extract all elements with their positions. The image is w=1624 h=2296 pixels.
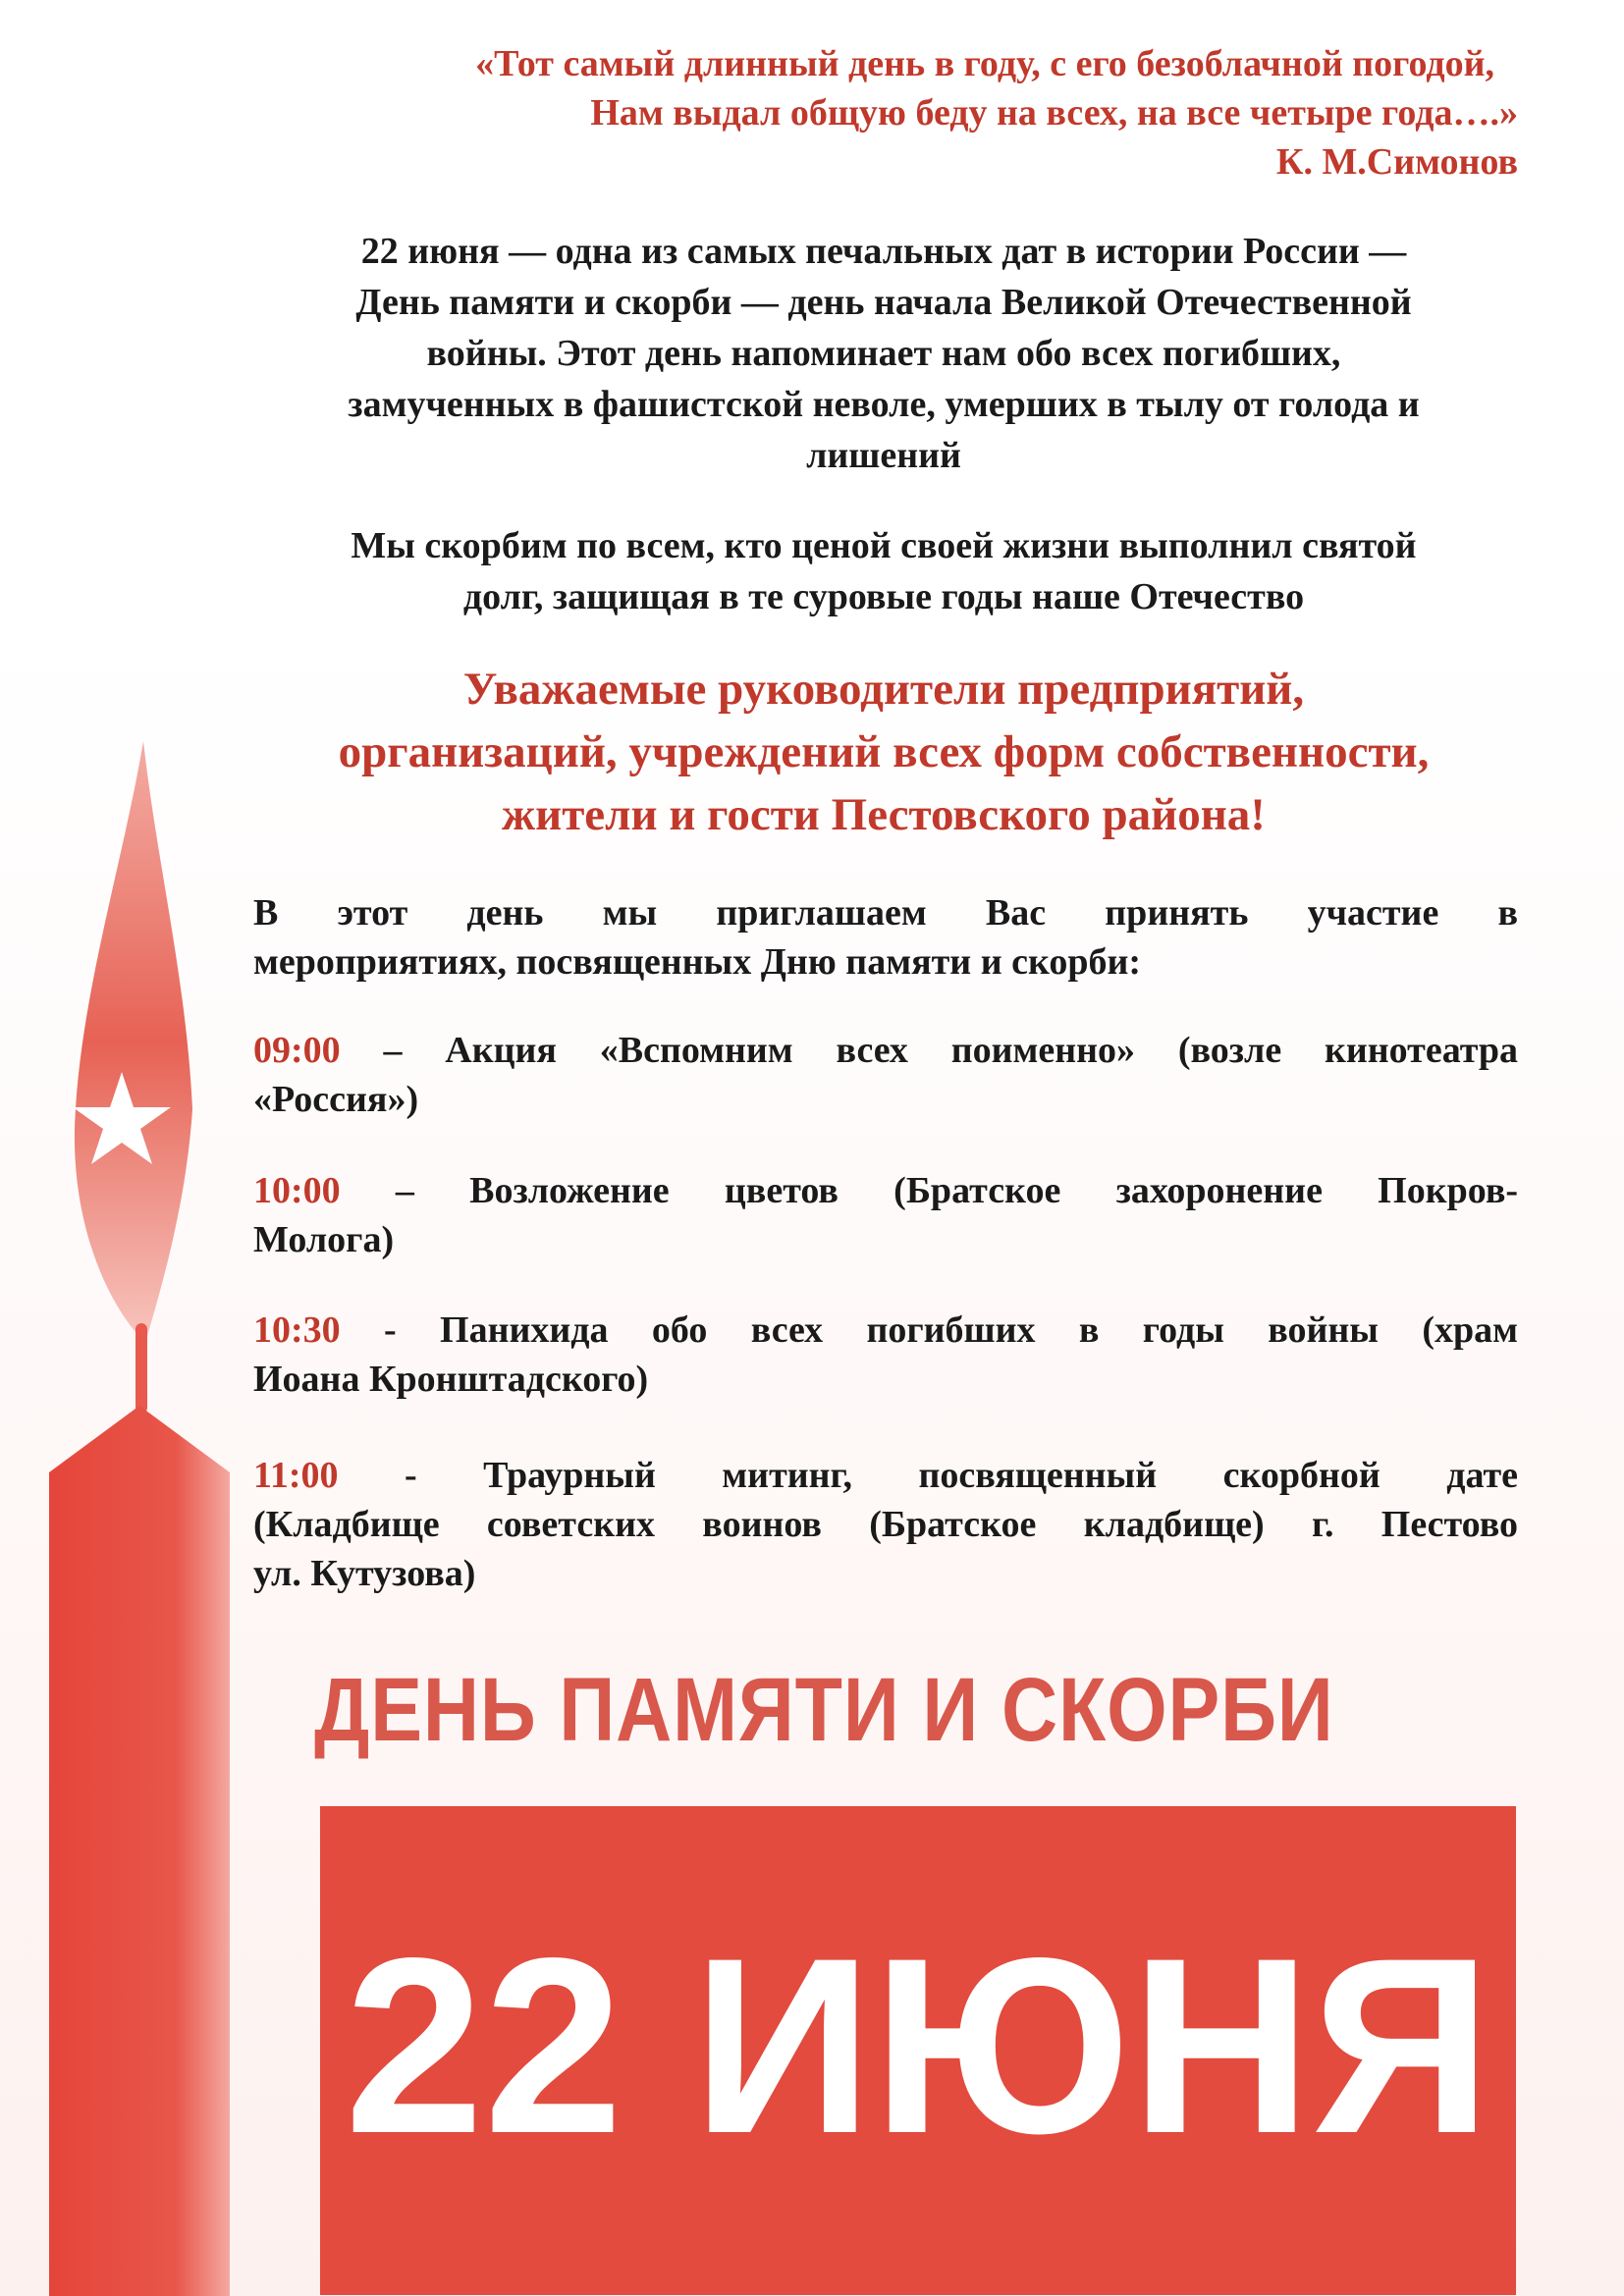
event-time: 10:30 bbox=[253, 1309, 341, 1351]
event-first-line bbox=[253, 1451, 1518, 1500]
banner-date: 22 ИЮНЯ bbox=[344, 1906, 1492, 2186]
epigraph-line-1: «Тот самый длинный день в году, с его безоблачной погодой, bbox=[475, 43, 1494, 84]
event-time: 10:00 bbox=[253, 1170, 341, 1211]
event-first-line bbox=[253, 1306, 1518, 1355]
event-time: 11:00 bbox=[253, 1455, 339, 1496]
mourning-paragraph bbox=[236, 520, 1532, 622]
epigraph bbox=[196, 39, 1518, 187]
epigraph-line-2: Нам выдал общую беду на всех, на все четыре года….» bbox=[590, 92, 1518, 133]
invitation-line: В этот день мы приглашаем Вас принять участие в bbox=[253, 892, 1518, 934]
event-line: «Россия») bbox=[253, 1079, 419, 1120]
address-line: организаций, учреждений всех форм собственности, bbox=[338, 726, 1430, 777]
intro-line: замученных в фашистской неволе, умерших в тылу от голода и bbox=[348, 384, 1420, 425]
event-item bbox=[253, 1166, 1518, 1264]
invitation-line: мероприятиях, посвященных Дню памяти и скорби: bbox=[253, 941, 1142, 983]
event-item bbox=[253, 1306, 1518, 1404]
event-time: 09:00 bbox=[253, 1030, 341, 1071]
event-line: (Кладбище советских воинов (Братское кладбище) г. Пестово bbox=[253, 1504, 1518, 1545]
intro-line: лишений bbox=[806, 435, 961, 476]
epigraph-author: К. М.Симонов bbox=[1275, 141, 1518, 183]
event-item bbox=[253, 1026, 1518, 1124]
event-line: Молога) bbox=[253, 1219, 395, 1260]
event-first-line bbox=[253, 1026, 1518, 1075]
event-line: Иоана Кронштадского) bbox=[253, 1359, 649, 1400]
event-line: ул. Кутузова) bbox=[253, 1553, 476, 1594]
intro-line: войны. Этот день напоминает нам обо всех погибших, bbox=[426, 333, 1341, 374]
banner-title: ДЕНЬ ПАМЯТИ И СКОРБИ bbox=[314, 1660, 1334, 1760]
event-first-line bbox=[253, 1166, 1518, 1215]
event-text: – Возложение цветов (Братское захоронение Покров- bbox=[340, 1170, 1518, 1211]
mourning-line: Мы скорбим по всем, кто ценой своей жизни выполнил святой bbox=[351, 525, 1417, 566]
address-line: жители и гости Пестовского района! bbox=[502, 789, 1266, 840]
event-text: – Акция «Вспомним всех поименно» (возле кинотеатра bbox=[340, 1030, 1518, 1071]
invitation-paragraph bbox=[253, 888, 1518, 987]
event-text: - Траурный митинг, посвященный скорбной дате bbox=[338, 1455, 1518, 1496]
address-line: Уважаемые руководители предприятий, bbox=[462, 664, 1305, 715]
intro-paragraph bbox=[236, 226, 1532, 481]
candle-body bbox=[49, 1406, 230, 2296]
event-text: - Панихида обо всех погибших в годы войны (храм bbox=[340, 1309, 1518, 1351]
candle-wick bbox=[135, 1323, 147, 1414]
address-heading bbox=[187, 658, 1581, 846]
intro-line: День памяти и скорби — день начала Великой Отечественной bbox=[355, 282, 1412, 323]
mourning-line: долг, защищая в те суровые годы наше Отечество bbox=[462, 576, 1305, 617]
intro-line: 22 июня — одна из самых печальных дат в истории России — bbox=[360, 231, 1407, 272]
event-item bbox=[253, 1451, 1518, 1598]
